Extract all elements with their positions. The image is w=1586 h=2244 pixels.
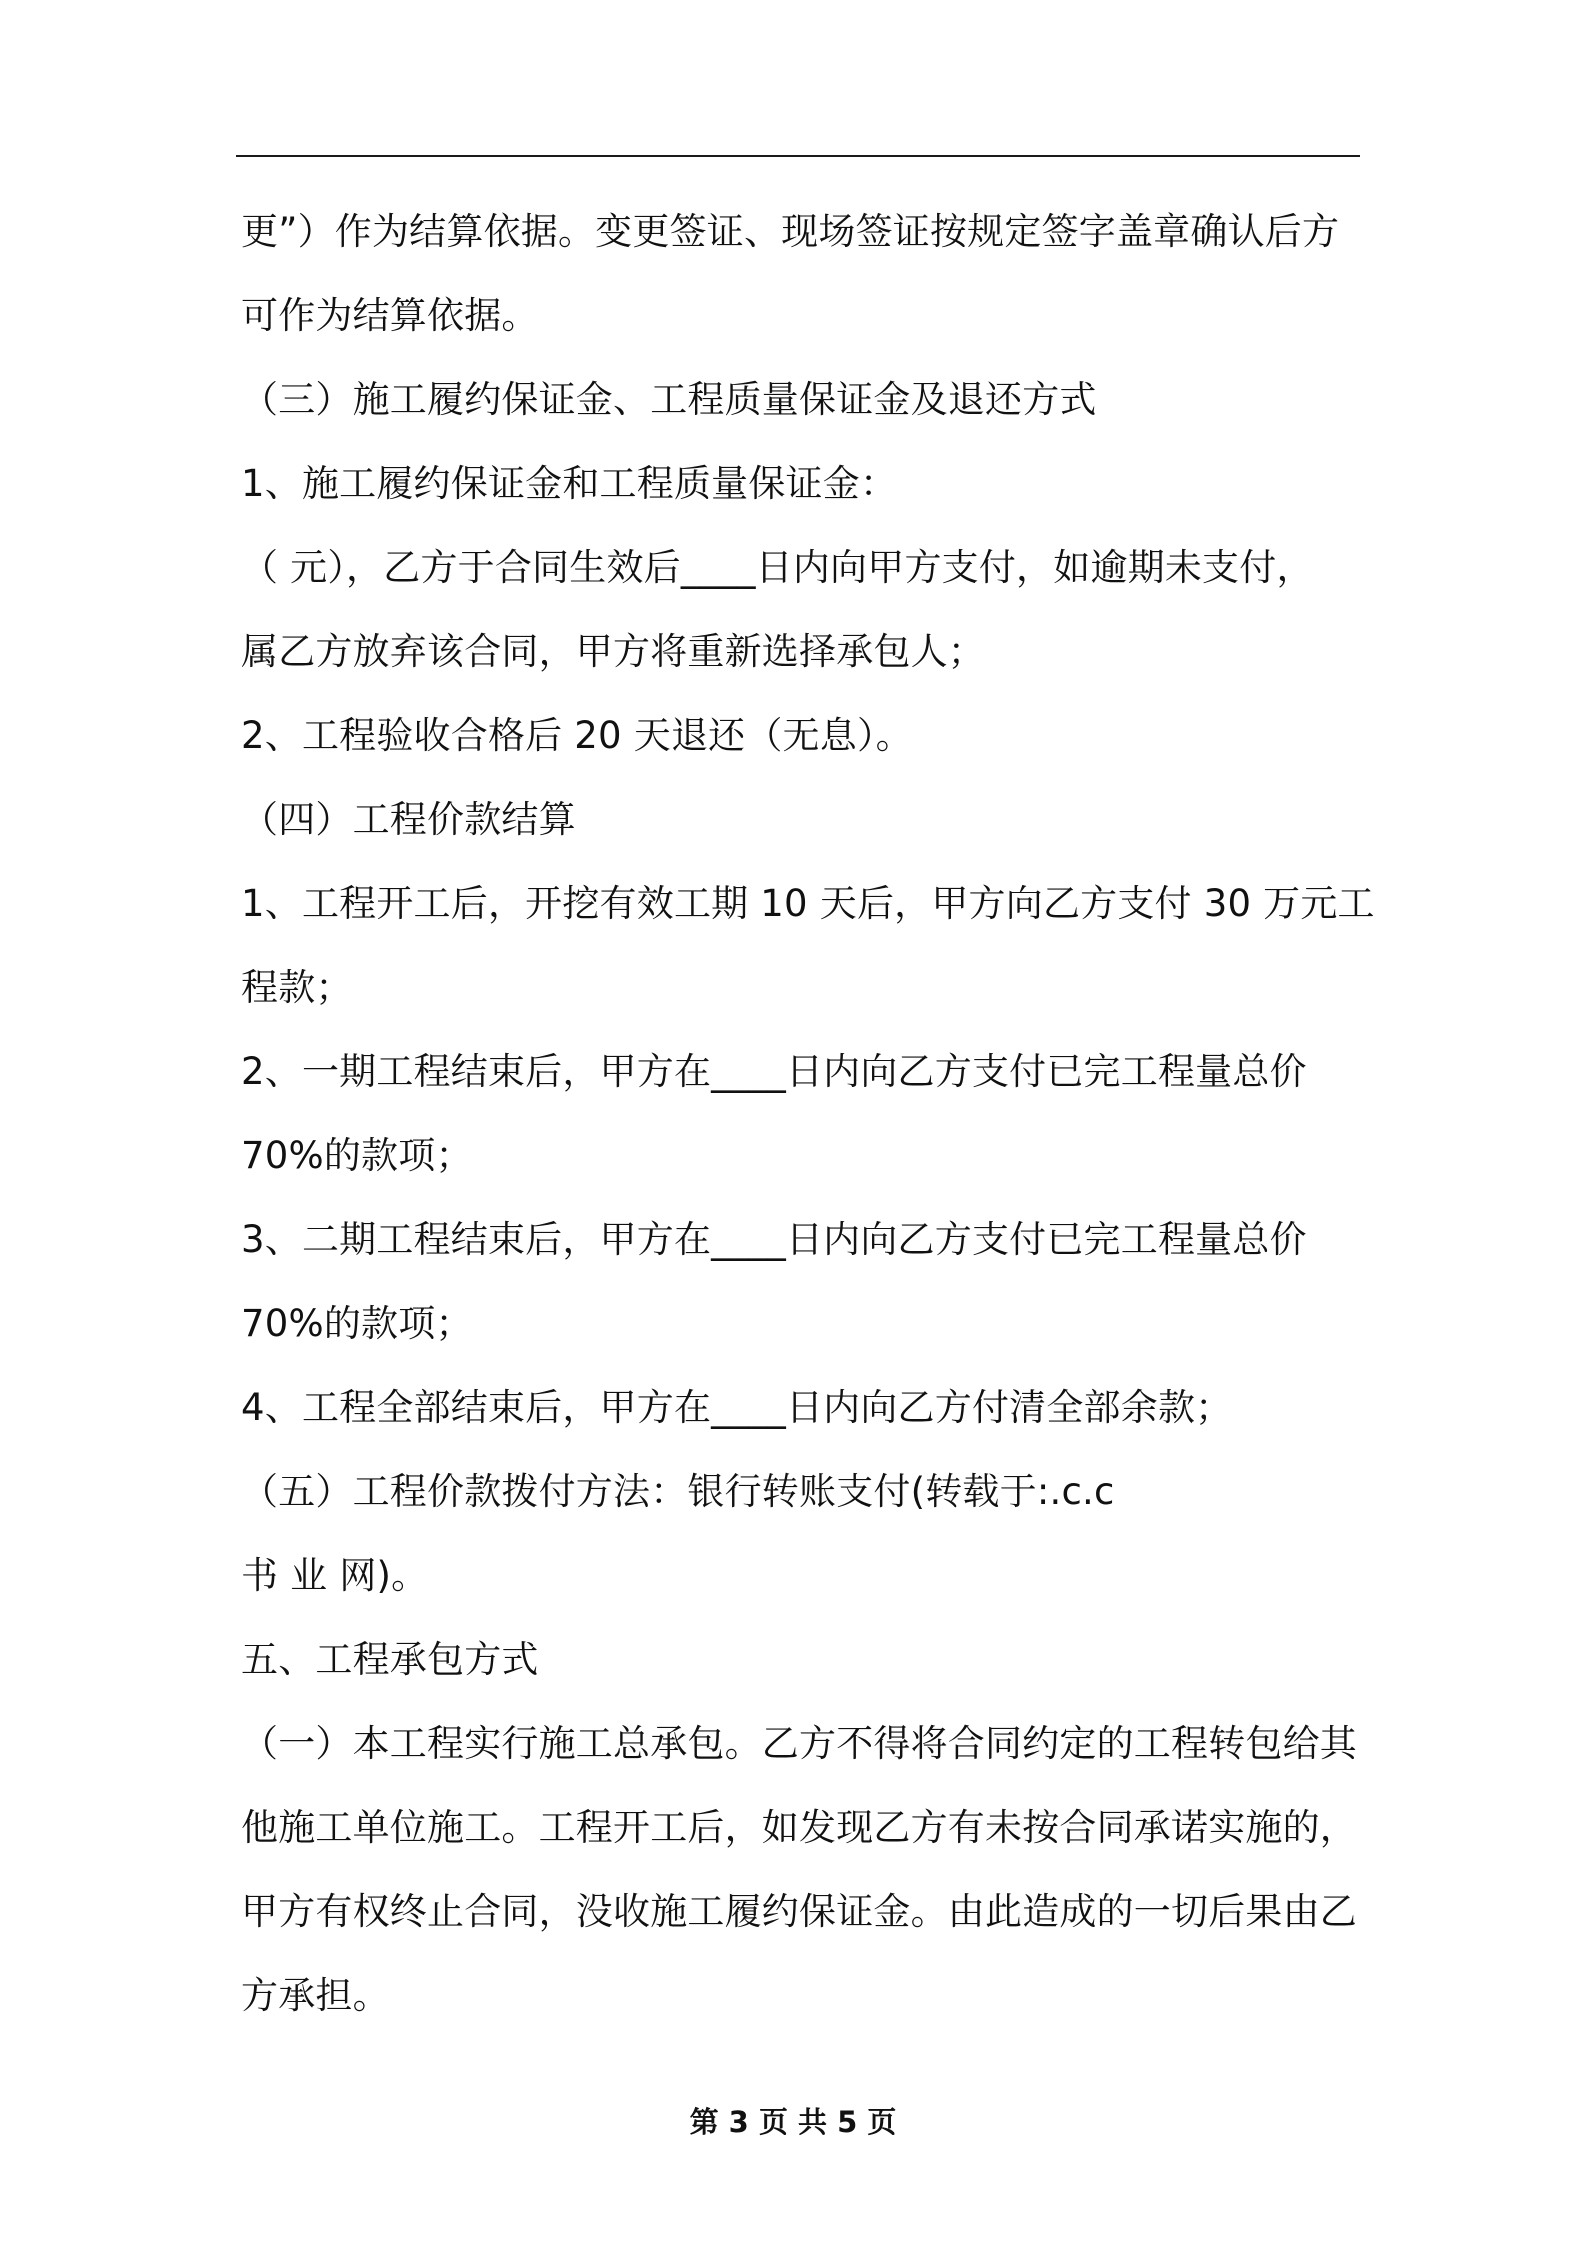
text-line: 70%的款项；: [241, 1134, 473, 1177]
text-line: （一）本工程实行施工总承包。乙方不得将合同约定的工程转包给其: [241, 1722, 1357, 1765]
text-line: 1、工程开工后，开挖有效工期 10 天后，甲方向乙方支付 30 万元工: [241, 882, 1375, 925]
text-line: 可作为结算依据。: [241, 294, 539, 337]
text-line: 2、工程验收合格后 20 天退还（无息）。: [241, 714, 913, 757]
text-line: 2、一期工程结束后，甲方在____日内向乙方支付已完工程量总价: [241, 1050, 1307, 1093]
text-line: 属乙方放弃该合同，甲方将重新选择承包人；: [241, 630, 985, 673]
text-line: （ 元），乙方于合同生效后____日内向甲方支付，如逾期未支付，: [241, 546, 1314, 589]
text-line: 书 业 网)。: [241, 1554, 429, 1597]
text-line: 程款；: [241, 966, 353, 1009]
section-heading: （五）工程价款拨付方法：银行转账支付(转载于:.c.c: [241, 1470, 1115, 1513]
text-line: 70%的款项；: [241, 1302, 473, 1345]
text-line: 方承担。: [241, 1974, 390, 2017]
text-line: 3、二期工程结束后，甲方在____日内向乙方支付已完工程量总价: [241, 1218, 1307, 1261]
text-line: 1、施工履约保证金和工程质量保证金：: [241, 462, 898, 505]
document-body: [241, 197, 1375, 2045]
text-line: 更”）作为结算依据。变更签证、现场签证按规定签字盖章确认后方: [241, 210, 1340, 253]
section-heading: 五、工程承包方式: [241, 1638, 539, 1681]
page-number-footer: 第 3 页 共 5 页: [689, 2105, 897, 2139]
text-line: 甲方有权终止合同，没收施工履约保证金。由此造成的一切后果由乙: [241, 1890, 1357, 1933]
header-rule: [236, 155, 1360, 157]
section-heading: （四）工程价款结算: [241, 798, 576, 841]
text-line: 4、工程全部结束后，甲方在____日内向乙方付清全部余款；: [241, 1386, 1233, 1429]
text-line: 他施工单位施工。工程开工后，如发现乙方有未按合同承诺实施的，: [241, 1806, 1357, 1849]
section-heading: （三）施工履约保证金、工程质量保证金及退还方式: [241, 378, 1097, 421]
